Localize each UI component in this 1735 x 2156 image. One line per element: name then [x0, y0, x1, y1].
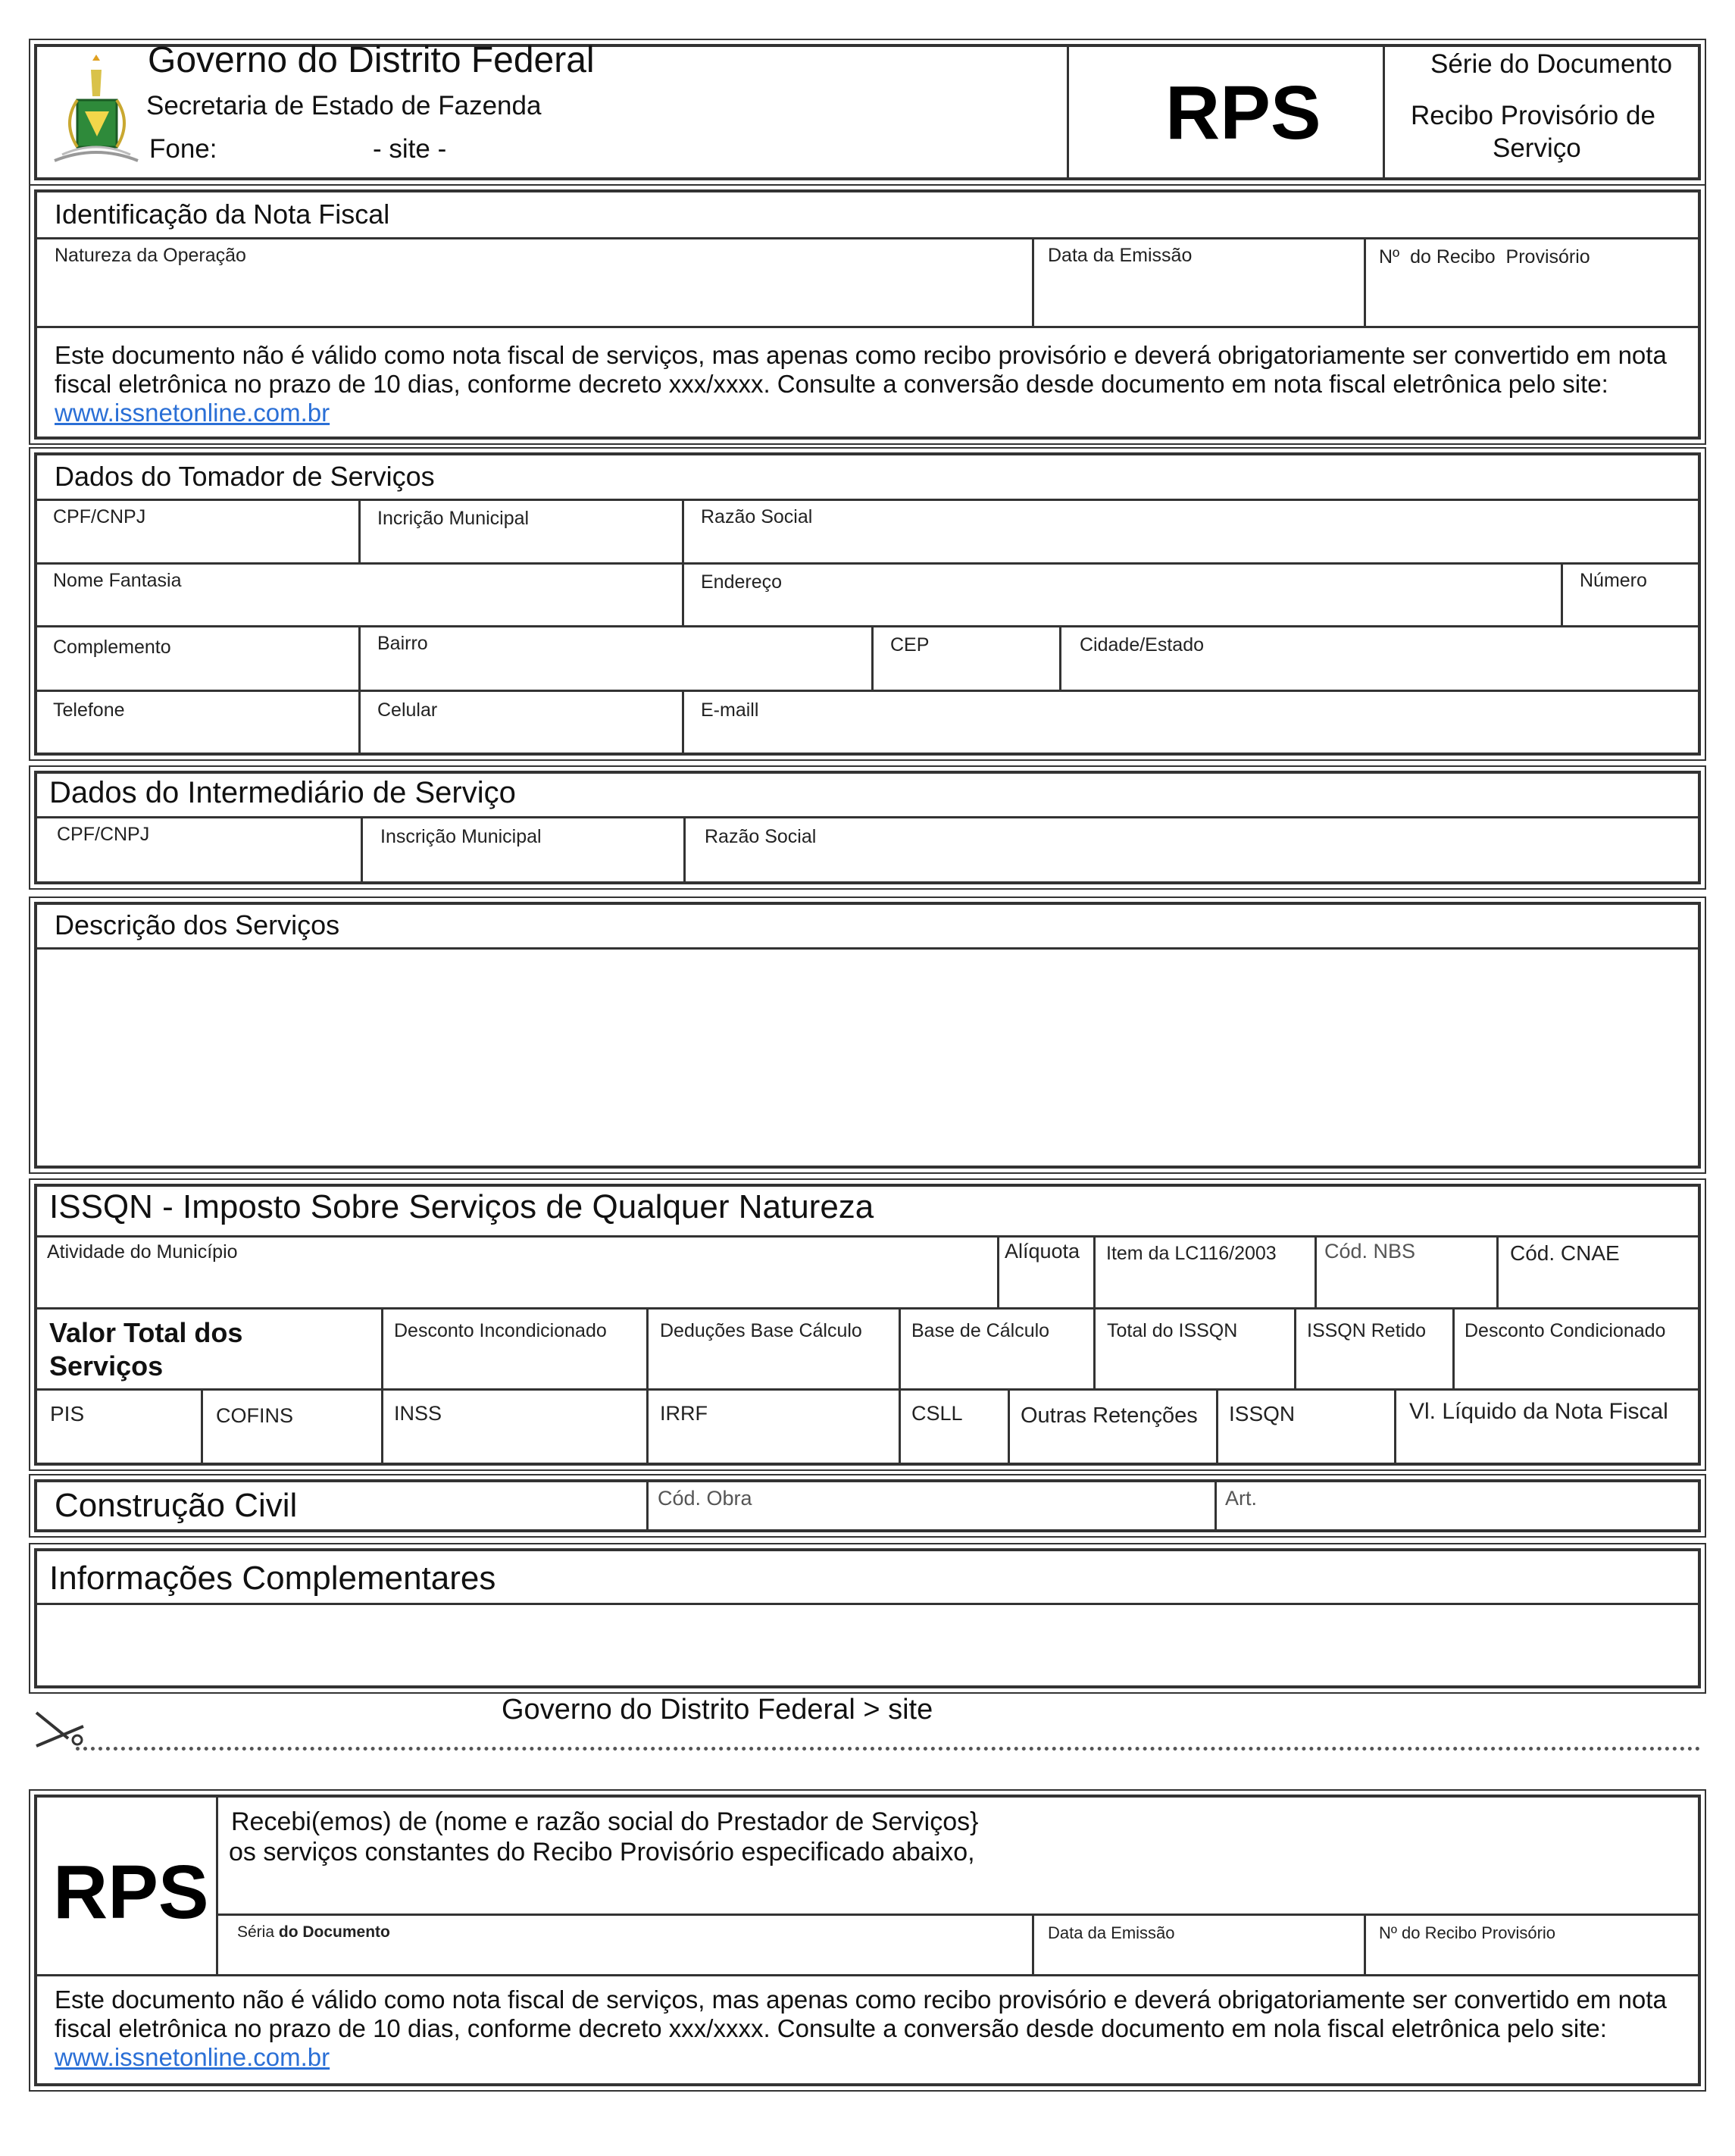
receipt-num-recibo-label: Nº do Recibo Provisório	[1379, 1923, 1556, 1942]
tomador-endereco-label: Endereço	[701, 571, 783, 593]
intermediario-rule	[34, 816, 1701, 818]
tomador-celular-label: Celular	[377, 699, 438, 721]
issqn-rule-3	[34, 1388, 1701, 1391]
irrf-label: IRRF	[660, 1402, 708, 1425]
issqn-r1-div-1	[997, 1235, 999, 1307]
header-divider-1	[1067, 44, 1069, 180]
tomador-rule-4	[34, 690, 1701, 692]
receipt-div-2	[1364, 1913, 1366, 1974]
identificacao-rule-2	[34, 326, 1701, 328]
receipt-rule-1	[216, 1913, 1701, 1916]
descricao-rule	[34, 947, 1701, 950]
cod-nbs-label: Cód. NBS	[1324, 1240, 1416, 1263]
rps-title: RPS	[1165, 70, 1321, 155]
art-label: Art.	[1225, 1487, 1258, 1510]
data-emissao-label: Data da Emissão	[1048, 245, 1193, 266]
issqn-r3-div-1	[201, 1388, 203, 1466]
descricao-section	[34, 902, 1701, 1169]
recibo-line-2: Serviço	[1493, 133, 1581, 163]
tomador-numero-label: Número	[1580, 570, 1647, 591]
issqn-r2-div-6	[1452, 1307, 1455, 1388]
header-divider-2	[1383, 44, 1385, 180]
cut-text: Governo do Distrito Federal > site	[502, 1694, 933, 1726]
cod-obra-label: Cód. Obra	[658, 1487, 752, 1510]
issqn-r3-div-3	[646, 1388, 649, 1466]
construcao-title: Construção Civil	[55, 1487, 298, 1524]
desconto-incond-label: Desconto Incondicionado	[394, 1320, 607, 1341]
issqn-rule-2	[34, 1307, 1701, 1310]
identificacao-title: Identificação da Nota Fiscal	[55, 199, 390, 230]
issqn-r1-div-3	[1315, 1235, 1317, 1307]
desconto-cond-label: Desconto Condicionado	[1465, 1320, 1666, 1341]
issqn-retido-label: ISSQN Retido	[1307, 1320, 1427, 1341]
tomador-rule-1	[34, 499, 1701, 501]
pis-label: PIS	[50, 1402, 85, 1425]
tomador-cep-label: CEP	[890, 634, 930, 656]
serie-label: Série do Documento	[1430, 49, 1673, 79]
intermediario-inscricao-label: Inscrição Municipal	[380, 826, 542, 847]
receipt-line-2: os serviços constantes do Recibo Provisório especificado abaixo,	[229, 1838, 975, 1867]
issqn-r2-div-3	[899, 1307, 901, 1388]
construcao-div-1	[646, 1479, 649, 1532]
complementares-title: Informações Complementares	[49, 1560, 496, 1597]
tomador-r1-div-1	[358, 499, 361, 562]
tomador-r3-div-2	[871, 625, 874, 690]
receipt-data-emissao-label: Data da Emissão	[1048, 1923, 1175, 1942]
intermediario-cpf-label: CPF/CNPJ	[57, 824, 150, 845]
issqn-r2-div-5	[1294, 1307, 1296, 1388]
receipt-notice	[55, 1985, 1687, 2072]
issqn-rule-1	[34, 1235, 1701, 1238]
identificacao-div-1	[1032, 237, 1034, 326]
tomador-cidade-label: Cidade/Estado	[1080, 634, 1205, 656]
issqn-r3-div-7	[1394, 1388, 1396, 1466]
issqn-r3-div-5	[1008, 1388, 1010, 1466]
issqn-r3-div-4	[899, 1388, 901, 1466]
tomador-nome-fantasia-label: Nome Fantasia	[53, 570, 182, 591]
secretaria-label: Secretaria de Estado de Fazenda	[146, 91, 542, 120]
identificacao-notice	[55, 341, 1687, 427]
valor-total-line-2: Serviços	[49, 1350, 164, 1382]
notice-text: Este documento não é válido como nota fiscal de serviços, mas apenas como recibo provisório e deverá obrigatoriamente ser convertido em nota fiscal eletrônica no prazo de 10 dias, conforme decreto xxx/xxxx. Consulte a conversão desde documento em nota fiscal eletrônica pelo site:	[55, 341, 1667, 398]
issqn-r1-div-2	[1093, 1235, 1096, 1307]
aliquota-label: Alíquota	[1005, 1240, 1080, 1263]
receipt-div-1	[1032, 1913, 1034, 1974]
receipt-rule-2	[34, 1974, 1701, 1976]
tomador-section	[34, 452, 1701, 756]
tomador-r2-div-2	[1561, 562, 1563, 625]
construcao-div-2	[1214, 1479, 1217, 1532]
outras-retencoes-label: Outras Retenções	[1021, 1403, 1198, 1428]
issqn-r2-div-2	[646, 1307, 649, 1388]
issqn-title: ISSQN - Imposto Sobre Serviços de Qualquer Natureza	[49, 1188, 874, 1225]
tomador-telefone-label: Telefone	[53, 699, 125, 721]
receipt-line-1: Recebi(emos) de (nome e razão social do Prestador de Serviços}	[231, 1807, 979, 1836]
tomador-bairro-label: Bairro	[377, 633, 428, 654]
deducoes-label: Deduções Base Cálculo	[660, 1320, 862, 1341]
tomador-r4-div-1	[358, 690, 361, 756]
tomador-cpf-label: CPF/CNPJ	[53, 506, 146, 527]
scissors-icon	[30, 1707, 98, 1752]
inss-label: INSS	[394, 1402, 442, 1425]
tomador-email-label: E-maill	[701, 699, 759, 721]
receipt-do-documento: do Documento	[278, 1923, 390, 1941]
issqn-r1-div-4	[1496, 1235, 1499, 1307]
fone-label: Fone:	[149, 134, 217, 164]
csll-label: CSLL	[911, 1402, 963, 1425]
receipt-rps-title: RPS	[53, 1850, 209, 1935]
gov-title: Governo do Distrito Federal	[148, 40, 595, 80]
identificacao-div-2	[1364, 237, 1366, 326]
item-lc-label: Item da LC116/2003	[1106, 1243, 1277, 1264]
issqn-r2-div-1	[381, 1307, 383, 1388]
site-label: - site -	[373, 134, 447, 164]
tomador-r4-div-2	[682, 690, 684, 756]
tomador-razao-label: Razão Social	[701, 506, 813, 527]
num-recibo-label: Nº do Recibo Provisório	[1379, 246, 1590, 268]
tomador-r1-div-2	[682, 499, 684, 562]
receipt-notice-text: Este documento não é válido como nota fiscal de serviços, mas apenas como recibo provisório e deverá obrigatoriamente ser convertido em nota fiscal eletrônica no prazo de 10 dias, conforme decreto xxx/xxxx. Consulte a conversão desde documento em nola fiscal eletrônica pelo site:	[55, 1985, 1667, 2042]
vl-liquido-label: Vl. Líquido da Nota Fiscal	[1409, 1399, 1668, 1424]
complementares-rule	[34, 1603, 1701, 1605]
tomador-complemento-label: Complemento	[53, 637, 171, 658]
receipt-rps-divider	[216, 1795, 218, 1974]
receipt-notice-link[interactable]: www.issnetonline.com.br	[55, 2043, 330, 2071]
issqn-label: ISSQN	[1229, 1402, 1296, 1425]
recibo-line-1: Recibo Provisório de	[1411, 101, 1655, 130]
natureza-label: Natureza da Operação	[55, 245, 246, 266]
receipt-seria-label	[237, 1923, 390, 1942]
tomador-r3-div-3	[1059, 625, 1061, 690]
cod-cnae-label: Cód. CNAE	[1510, 1241, 1620, 1265]
intermediario-div-2	[683, 816, 686, 884]
notice-link[interactable]: www.issnetonline.com.br	[55, 399, 330, 427]
issqn-r3-div-6	[1216, 1388, 1218, 1466]
intermediario-title: Dados do Intermediário de Serviço	[49, 776, 516, 809]
descricao-title: Descrição dos Serviços	[55, 909, 340, 940]
tomador-inscricao-label: Incrição Municipal	[377, 508, 530, 529]
valor-total-line-1: Valor Total dos	[49, 1317, 243, 1348]
tomador-r2-div-1	[682, 562, 684, 625]
total-issqn-label: Total do ISSQN	[1107, 1320, 1238, 1341]
issqn-r2-div-4	[1093, 1307, 1096, 1388]
issqn-r3-div-2	[381, 1388, 383, 1466]
receipt-seria-word: Séria	[237, 1923, 275, 1941]
tomador-title: Dados do Tomador de Serviços	[55, 461, 435, 492]
cofins-label: COFINS	[216, 1404, 294, 1427]
base-calculo-label: Base de Cálculo	[911, 1320, 1050, 1341]
identificacao-rule-1	[34, 237, 1701, 239]
intermediario-razao-label: Razão Social	[705, 826, 817, 847]
gdf-coat-of-arms-icon	[47, 55, 145, 168]
tomador-r3-div-1	[358, 625, 361, 690]
atividade-label: Atividade do Município	[47, 1241, 238, 1263]
tomador-rule-3	[34, 625, 1701, 627]
intermediario-div-1	[361, 816, 363, 884]
cut-dotted-line	[76, 1747, 1701, 1751]
tomador-rule-2	[34, 562, 1701, 565]
